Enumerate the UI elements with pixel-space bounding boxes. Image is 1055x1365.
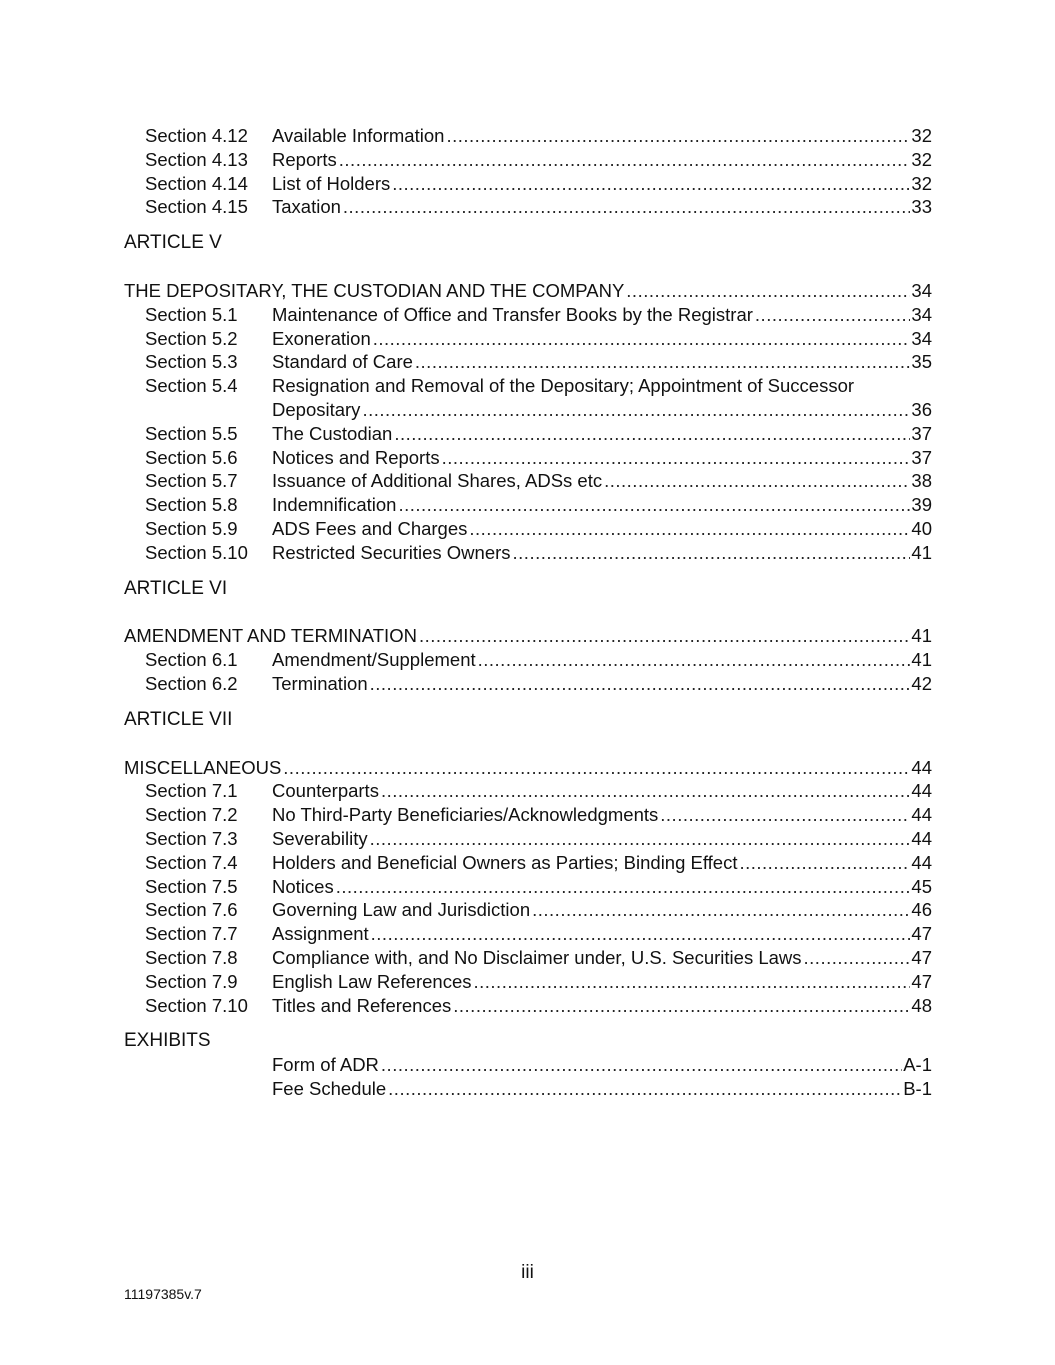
page-ref: 45 — [911, 875, 932, 897]
dot-leader — [343, 195, 911, 219]
section-title: Assignment — [272, 923, 369, 945]
dot-leader — [370, 672, 911, 696]
toc-exhibit-a — [124, 1053, 932, 1077]
page-ref: 47 — [911, 946, 932, 968]
section-title: Standard of Care — [272, 351, 413, 373]
section-title: Counterparts — [272, 780, 379, 802]
toc-article-title — [124, 624, 932, 648]
document-id: 11197385v.7 — [124, 1286, 202, 1302]
section-title: English Law References — [272, 970, 472, 992]
dot-leader — [604, 469, 910, 493]
toc-entry-4-12 — [124, 124, 932, 148]
dot-leader — [339, 148, 911, 172]
toc-entry-5-4 — [124, 374, 932, 422]
section-title: Issuance of Additional Shares, ADSs etc — [272, 470, 603, 492]
dot-leader — [513, 541, 911, 565]
dot-leader — [394, 422, 910, 446]
page-ref: 47 — [911, 970, 932, 992]
page-ref: 32 — [911, 148, 932, 170]
section-title: No Third-Party Beneficiaries/Acknowledgments — [272, 804, 659, 826]
dot-leader — [804, 946, 911, 970]
dot-leader — [469, 517, 910, 541]
section-title: List of Holders — [272, 172, 391, 194]
section-number: Section 5.8 — [145, 494, 238, 516]
section-number: Section 5.5 — [145, 422, 238, 444]
section-title-line2: Depositary — [272, 398, 361, 420]
dot-leader — [626, 279, 910, 303]
dot-leader — [660, 803, 910, 827]
dot-leader — [739, 851, 910, 875]
section-number: Section 6.2 — [145, 672, 238, 694]
section-title: The Custodian — [272, 422, 393, 444]
section-title: Taxation — [272, 196, 341, 218]
page-ref: 44 — [911, 780, 932, 802]
section-title: Exoneration — [272, 327, 371, 349]
article-heading: ARTICLE V — [124, 232, 222, 254]
page-number: iii — [521, 1262, 534, 1283]
section-number: Section 7.7 — [145, 923, 238, 945]
toc-entry-6-2 — [124, 672, 932, 696]
section-number: Section 7.5 — [145, 875, 238, 897]
section-title: Governing Law and Jurisdiction — [272, 899, 531, 921]
exhibit-title: Form of ADR — [272, 1054, 379, 1076]
page-ref: 38 — [911, 470, 932, 492]
section-title: ADS Fees and Charges — [272, 517, 468, 539]
toc-entry-6-1 — [124, 648, 932, 672]
dot-leader — [373, 327, 911, 351]
section-title: Indemnification — [272, 494, 397, 516]
section-title: Termination — [272, 672, 368, 694]
page-ref: 44 — [911, 756, 932, 778]
page-ref: 48 — [911, 994, 932, 1016]
toc-entry-7-9 — [124, 970, 932, 994]
toc-entry-7-2 — [124, 803, 932, 827]
toc-entry-7-7 — [124, 922, 932, 946]
article-heading: ARTICLE VII — [124, 708, 233, 730]
dot-leader — [755, 303, 911, 327]
page-ref: 42 — [911, 672, 932, 694]
section-title: Holders and Beneficial Owners as Parties; Binding Effect — [272, 851, 738, 873]
toc-entry-7-3 — [124, 827, 932, 851]
dot-leader — [415, 350, 911, 374]
page-ref: 41 — [911, 541, 932, 563]
section-number: Section 4.12 — [145, 125, 248, 146]
section-title: Titles and References — [272, 994, 452, 1016]
page-ref: A-1 — [903, 1054, 932, 1076]
page-ref: 37 — [911, 446, 932, 468]
toc-entry-7-6 — [124, 898, 932, 922]
page-ref: 44 — [911, 851, 932, 873]
section-title: Restricted Securities Owners — [272, 541, 511, 563]
page-ref: 39 — [911, 494, 932, 516]
toc-entry-7-8 — [124, 946, 932, 970]
toc-entry-5-8 — [124, 493, 932, 517]
toc-entry-5-9 — [124, 517, 932, 541]
dot-leader — [388, 1077, 902, 1101]
section-number: Section 4.15 — [145, 196, 248, 218]
section-number: Section 5.4 — [145, 375, 238, 397]
section-number: Section 7.1 — [145, 780, 238, 802]
toc-entry-7-1 — [124, 779, 932, 803]
toc-article-title — [124, 756, 932, 780]
page-ref: 37 — [911, 422, 932, 444]
toc-exhibit-b — [124, 1077, 932, 1101]
section-number: Section 5.7 — [145, 470, 238, 492]
section-number: Section 5.2 — [145, 327, 238, 349]
dot-leader — [370, 827, 911, 851]
section-number: Section 5.9 — [145, 517, 238, 539]
article-title: THE DEPOSITARY, THE CUSTODIAN AND THE COMPANY — [124, 279, 625, 301]
page-ref: 41 — [911, 649, 932, 671]
toc-entry-5-2 — [124, 327, 932, 351]
dot-leader — [446, 124, 910, 148]
dot-leader — [392, 172, 910, 196]
section-title-line1: Resignation and Removal of the Depositary; Appointment of Successor — [272, 375, 855, 397]
dot-leader — [362, 398, 910, 422]
section-number: Section 7.4 — [145, 851, 238, 873]
article-title: AMENDMENT AND TERMINATION — [124, 625, 417, 647]
page-ref: 33 — [911, 196, 932, 218]
section-title: Available Information — [272, 125, 445, 146]
section-title: Notices — [272, 875, 334, 897]
section-number: Section 5.10 — [145, 541, 248, 563]
toc-entry-4-14 — [124, 172, 932, 196]
toc-entry-7-5 — [124, 875, 932, 899]
section-title: Amendment/Supplement — [272, 649, 476, 671]
dot-leader — [474, 970, 911, 994]
dot-leader — [532, 898, 910, 922]
toc-entry-5-5 — [124, 422, 932, 446]
page-ref: 34 — [911, 279, 932, 301]
section-title: Severability — [272, 827, 368, 849]
section-number: Section 5.6 — [145, 446, 238, 468]
section-number: Section 7.9 — [145, 970, 238, 992]
toc-entry-5-7 — [124, 469, 932, 493]
toc-entry-7-10 — [124, 994, 932, 1018]
dot-leader — [442, 446, 911, 470]
page-ref: 36 — [911, 398, 932, 420]
section-number: Section 7.10 — [145, 994, 248, 1016]
section-title: Notices and Reports — [272, 446, 440, 468]
exhibits-heading: EXHIBITS — [124, 1030, 211, 1052]
dot-leader — [371, 922, 911, 946]
section-number: Section 7.6 — [145, 899, 238, 921]
page-ref: 47 — [911, 923, 932, 945]
dot-leader — [453, 994, 910, 1018]
dot-leader — [381, 779, 910, 803]
dot-leader — [419, 624, 910, 648]
page-ref: 34 — [911, 327, 932, 349]
page-ref: 32 — [911, 125, 932, 146]
page-ref: 41 — [911, 625, 932, 647]
toc-entry-7-4 — [124, 851, 932, 875]
toc-entry-5-3 — [124, 350, 932, 374]
section-number: Section 6.1 — [145, 649, 238, 671]
page-ref: 44 — [911, 827, 932, 849]
section-number: Section 7.8 — [145, 946, 238, 968]
page-ref: 32 — [911, 172, 932, 194]
section-number: Section 4.13 — [145, 148, 248, 170]
article-title: MISCELLANEOUS — [124, 756, 282, 778]
toc-entry-5-10 — [124, 541, 932, 565]
page-ref: 40 — [911, 517, 932, 539]
section-title: Maintenance of Office and Transfer Books by the Registrar — [272, 303, 753, 325]
page-ref: 46 — [911, 899, 932, 921]
section-number: Section 7.3 — [145, 827, 238, 849]
table-of-contents — [124, 124, 932, 1101]
section-number: Section 5.3 — [145, 351, 238, 373]
page-ref: 35 — [911, 351, 932, 373]
section-title: Reports — [272, 148, 337, 170]
section-number: Section 5.1 — [145, 303, 238, 325]
toc-entry-4-13 — [124, 148, 932, 172]
dot-leader — [283, 756, 910, 780]
dot-leader — [398, 493, 910, 517]
toc-entry-4-15 — [124, 195, 932, 219]
exhibit-title: Fee Schedule — [272, 1077, 387, 1099]
toc-entry-5-1 — [124, 303, 932, 327]
toc-entry-5-6 — [124, 446, 932, 470]
dot-leader — [336, 875, 911, 899]
page-ref: 44 — [911, 804, 932, 826]
section-title: Compliance with, and No Disclaimer under, U.S. Securities Laws — [272, 946, 802, 968]
section-number: Section 4.14 — [145, 172, 248, 194]
dot-leader — [381, 1053, 902, 1077]
page-ref: B-1 — [903, 1077, 932, 1099]
dot-leader — [478, 648, 911, 672]
page-ref: 34 — [911, 303, 932, 325]
article-heading: ARTICLE VI — [124, 577, 228, 599]
toc-article-title — [124, 279, 932, 303]
section-number: Section 7.2 — [145, 804, 238, 826]
